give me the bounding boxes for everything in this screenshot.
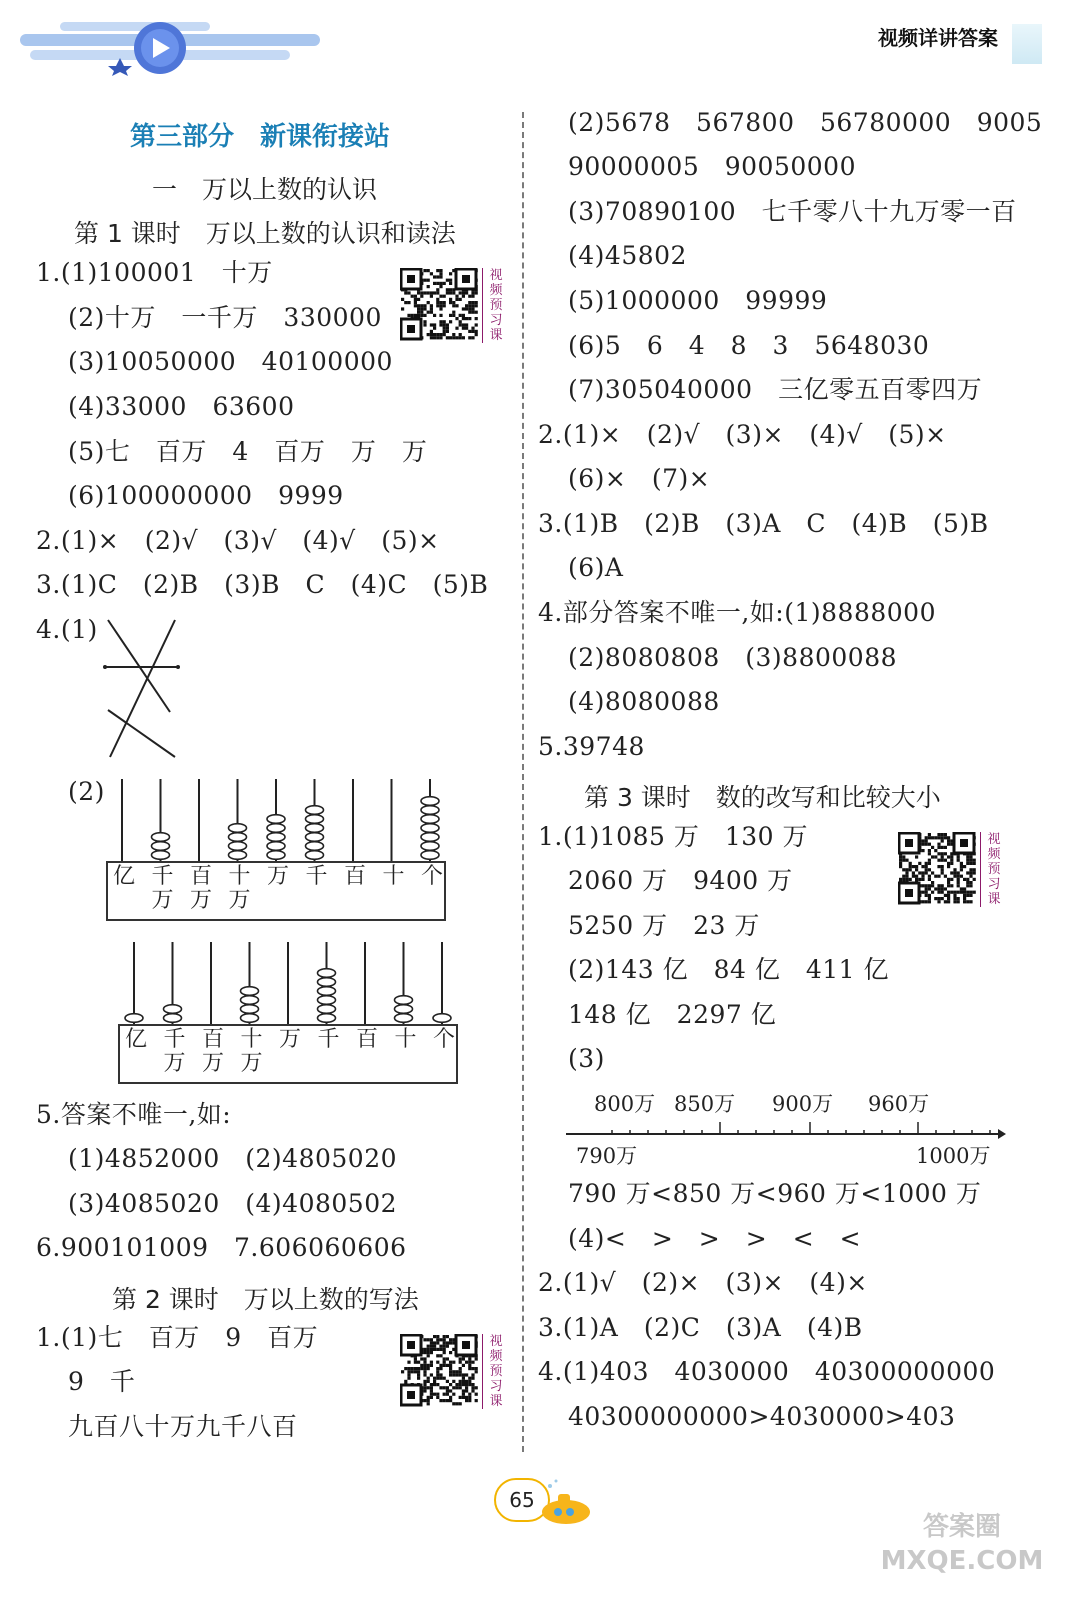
abacus-bead — [433, 1014, 451, 1023]
abacus-bead — [241, 987, 259, 996]
abacus-bead — [229, 842, 247, 851]
abacus-bead — [421, 851, 439, 860]
l1-q5-line: (3)4085020 (4)4080502 — [68, 1189, 398, 1218]
matching-lines-drawing — [100, 612, 190, 762]
r-q2-line: 2.(1)× (2)√ (3)× (4)√ (5)× — [538, 420, 947, 449]
lesson2-title: 第 2 课时 万以上数的写法 — [112, 1285, 419, 1314]
abacus-bead — [164, 1005, 182, 1014]
r-q3-line: 3.(1)B (2)B (3)A C (4)B (5)B — [538, 509, 989, 538]
abacus-bead — [421, 806, 439, 815]
abacus-bead — [229, 824, 247, 833]
abacus-bead — [164, 1014, 182, 1023]
l3-q1-line: (2)143 亿 84 亿 411 亿 — [568, 955, 889, 984]
nl-end-label: 1000万 — [916, 1144, 991, 1168]
abacus-place-label: 亿 — [124, 1027, 147, 1052]
abacus-place-label: 亿 — [112, 864, 135, 889]
abacus-bead — [152, 842, 170, 851]
abacus-place-label: 千 — [317, 1027, 340, 1052]
abacus-bead — [395, 996, 413, 1005]
abacus-bead — [421, 833, 439, 842]
l3-q3: 3.(1)A (2)C (3)A (4)B — [538, 1313, 863, 1342]
header-tab-decoration — [1012, 24, 1042, 64]
l3-q1-line: (3) — [568, 1044, 605, 1073]
header-title: 视频详讲答案 — [878, 26, 998, 50]
lesson1-title: 第 1 课时 万以上数的认识和读法 — [74, 219, 456, 248]
l1-q1-line: (4)33000 63600 — [68, 392, 295, 421]
abacus-bead — [306, 806, 324, 815]
l3-compare: 790 万<850 万<960 万<1000 万 — [568, 1179, 982, 1208]
abacus-bead — [152, 851, 170, 860]
abacus-bead — [241, 1014, 259, 1023]
abacus-place-label: 万 — [278, 1027, 301, 1052]
l3-q1-line: 1.(1)1085 万 130 万 — [538, 822, 808, 851]
unit-title: 一 万以上数的认识 — [152, 175, 378, 204]
abacus-bead — [267, 824, 285, 833]
r-q4-line: 4.部分答案不唯一,如:(1)8888000 — [538, 598, 936, 627]
submarine-icon — [538, 1478, 594, 1528]
abacus-bead — [421, 815, 439, 824]
abacus-bead — [421, 842, 439, 851]
l1-q6: 6.900101009 7.606060606 — [36, 1233, 407, 1262]
l3-q1-4: (4)< > > > < < — [568, 1224, 862, 1253]
qr-label: 视频预习课 — [482, 1334, 507, 1409]
l1-q3: 3.(1)C (2)B (3)B C (4)C (5)B — [36, 570, 489, 599]
abacus-bead — [306, 824, 324, 833]
abacus-2 — [118, 938, 458, 1088]
l1-q1-line: (5)七 百万 4 百万 万 万 — [68, 437, 428, 466]
r-top-line: (4)45802 — [568, 241, 687, 270]
nl-top-label: 900万 — [772, 1092, 834, 1116]
abacus-place-label: 十万 — [228, 864, 251, 913]
abacus-place-label: 千万 — [163, 1027, 186, 1076]
abacus-place-label: 百万 — [189, 864, 212, 913]
l3-q1-line: 5250 万 23 万 — [568, 911, 760, 940]
abacus-bead — [229, 851, 247, 860]
l3-q1-line: 2060 万 9400 万 — [568, 866, 793, 895]
nl-top-label: 850万 — [674, 1092, 736, 1116]
abacus-bead — [318, 969, 336, 978]
column-divider — [522, 112, 524, 1452]
l1-q5-line: 5.答案不唯一,如: — [36, 1100, 232, 1129]
r-top-line: (2)5678 567800 56780000 9005 — [568, 108, 1043, 137]
abacus-bead — [267, 833, 285, 842]
l3-q4-line: 4.(1)403 4030000 40300000000 — [538, 1357, 996, 1386]
abacus-bead — [318, 978, 336, 987]
l1-q5-line: (1)4852000 (2)4805020 — [68, 1144, 398, 1173]
qr-code-icon[interactable] — [400, 1334, 478, 1408]
qr-label: 视频预习课 — [980, 832, 1005, 907]
qr-code-icon[interactable] — [898, 832, 976, 906]
abacus-1 — [106, 775, 446, 925]
abacus-place-label: 个 — [420, 864, 443, 889]
qr-code-icon[interactable] — [400, 268, 478, 342]
number-line — [566, 1088, 1006, 1168]
abacus-bead — [241, 996, 259, 1005]
abacus-bead — [318, 987, 336, 996]
r-q4-line: (2)8080808 (3)8800088 — [568, 643, 898, 672]
r-q5: 5.39748 — [538, 732, 645, 761]
abacus-bead — [395, 1014, 413, 1023]
abacus-bead — [306, 851, 324, 860]
abacus-bead — [318, 996, 336, 1005]
r-top-line: (7)305040000 三亿零五百零四万 — [568, 375, 983, 404]
l2-q1-line: 九百八十万九千八百 — [68, 1412, 298, 1441]
abacus-bead — [318, 1014, 336, 1023]
l3-q2: 2.(1)√ (2)× (3)× (4)× — [538, 1268, 868, 1297]
lesson3-title: 第 3 课时 数的改写和比较大小 — [584, 783, 941, 812]
abacus-bead — [306, 815, 324, 824]
r-q2-line: (6)× (7)× — [568, 464, 711, 493]
abacus-bead — [306, 842, 324, 851]
abacus-bead — [306, 833, 324, 842]
abacus-bead — [267, 815, 285, 824]
nl-end-label: 790万 — [576, 1144, 638, 1168]
l1-q4-label: 4.(1) — [36, 615, 98, 644]
abacus-place-label: 千 — [305, 864, 328, 889]
l1-q1-line: (2)十万 一千万 330000 — [68, 303, 382, 332]
abacus-bead — [125, 1014, 143, 1023]
abacus-bead — [241, 1005, 259, 1014]
header-banner — [20, 18, 320, 76]
abacus-place-label: 十 — [394, 1027, 417, 1052]
nl-top-label: 960万 — [868, 1092, 930, 1116]
r-top-line: 90000005 90050000 — [568, 152, 856, 181]
r-top-line: (5)1000000 99999 — [568, 286, 828, 315]
abacus-place-label: 千万 — [151, 864, 174, 913]
l2-q1-line: 9 千 — [68, 1367, 136, 1396]
r-top-line: (6)5 6 4 8 3 5648030 — [568, 331, 930, 360]
abacus-bead — [318, 1005, 336, 1014]
l1-q2: 2.(1)× (2)√ (3)√ (4)√ (5)× — [36, 526, 440, 555]
abacus-bead — [421, 824, 439, 833]
l1-q4-2-label: (2) — [68, 777, 105, 806]
arrow-right-icon — [998, 1129, 1006, 1139]
abacus-bead — [395, 1005, 413, 1014]
abacus-bead — [421, 797, 439, 806]
l1-q1-line: (3)10050000 40100000 — [68, 347, 393, 376]
abacus-bead — [267, 842, 285, 851]
l1-q1-line: 1.(1)100001 十万 — [36, 258, 273, 287]
abacus-place-label: 百 — [355, 1027, 378, 1052]
abacus-place-label: 万 — [266, 864, 289, 889]
l1-q1-line: (6)100000000 9999 — [68, 481, 344, 510]
l2-q1-line: 1.(1)七 百万 9 百万 — [36, 1323, 319, 1352]
abacus-place-label: 十 — [382, 864, 405, 889]
watermark: 答案圈 MXQE.COM — [880, 1512, 1044, 1576]
abacus-bead — [267, 851, 285, 860]
abacus-bead — [152, 833, 170, 842]
abacus-place-label: 个 — [432, 1027, 455, 1052]
l3-q4-line: 40300000000>4030000>403 — [568, 1402, 956, 1431]
l3-q1-line: 148 亿 2297 亿 — [568, 1000, 777, 1029]
abacus-place-label: 百 — [343, 864, 366, 889]
abacus-place-label: 百万 — [201, 1027, 224, 1076]
qr-label: 视频预习课 — [482, 268, 507, 343]
abacus-place-label: 十万 — [240, 1027, 263, 1076]
nl-top-label: 800万 — [594, 1092, 656, 1116]
r-q3-line: (6)A — [568, 553, 624, 582]
page-number: 65 — [509, 1488, 535, 1512]
r-q4-line: (4)8080088 — [568, 687, 720, 716]
part-title: 第三部分 新课衔接站 — [130, 122, 391, 152]
r-top-line: (3)70890100 七千零八十九万零一百 — [568, 197, 1017, 226]
abacus-bead — [229, 833, 247, 842]
